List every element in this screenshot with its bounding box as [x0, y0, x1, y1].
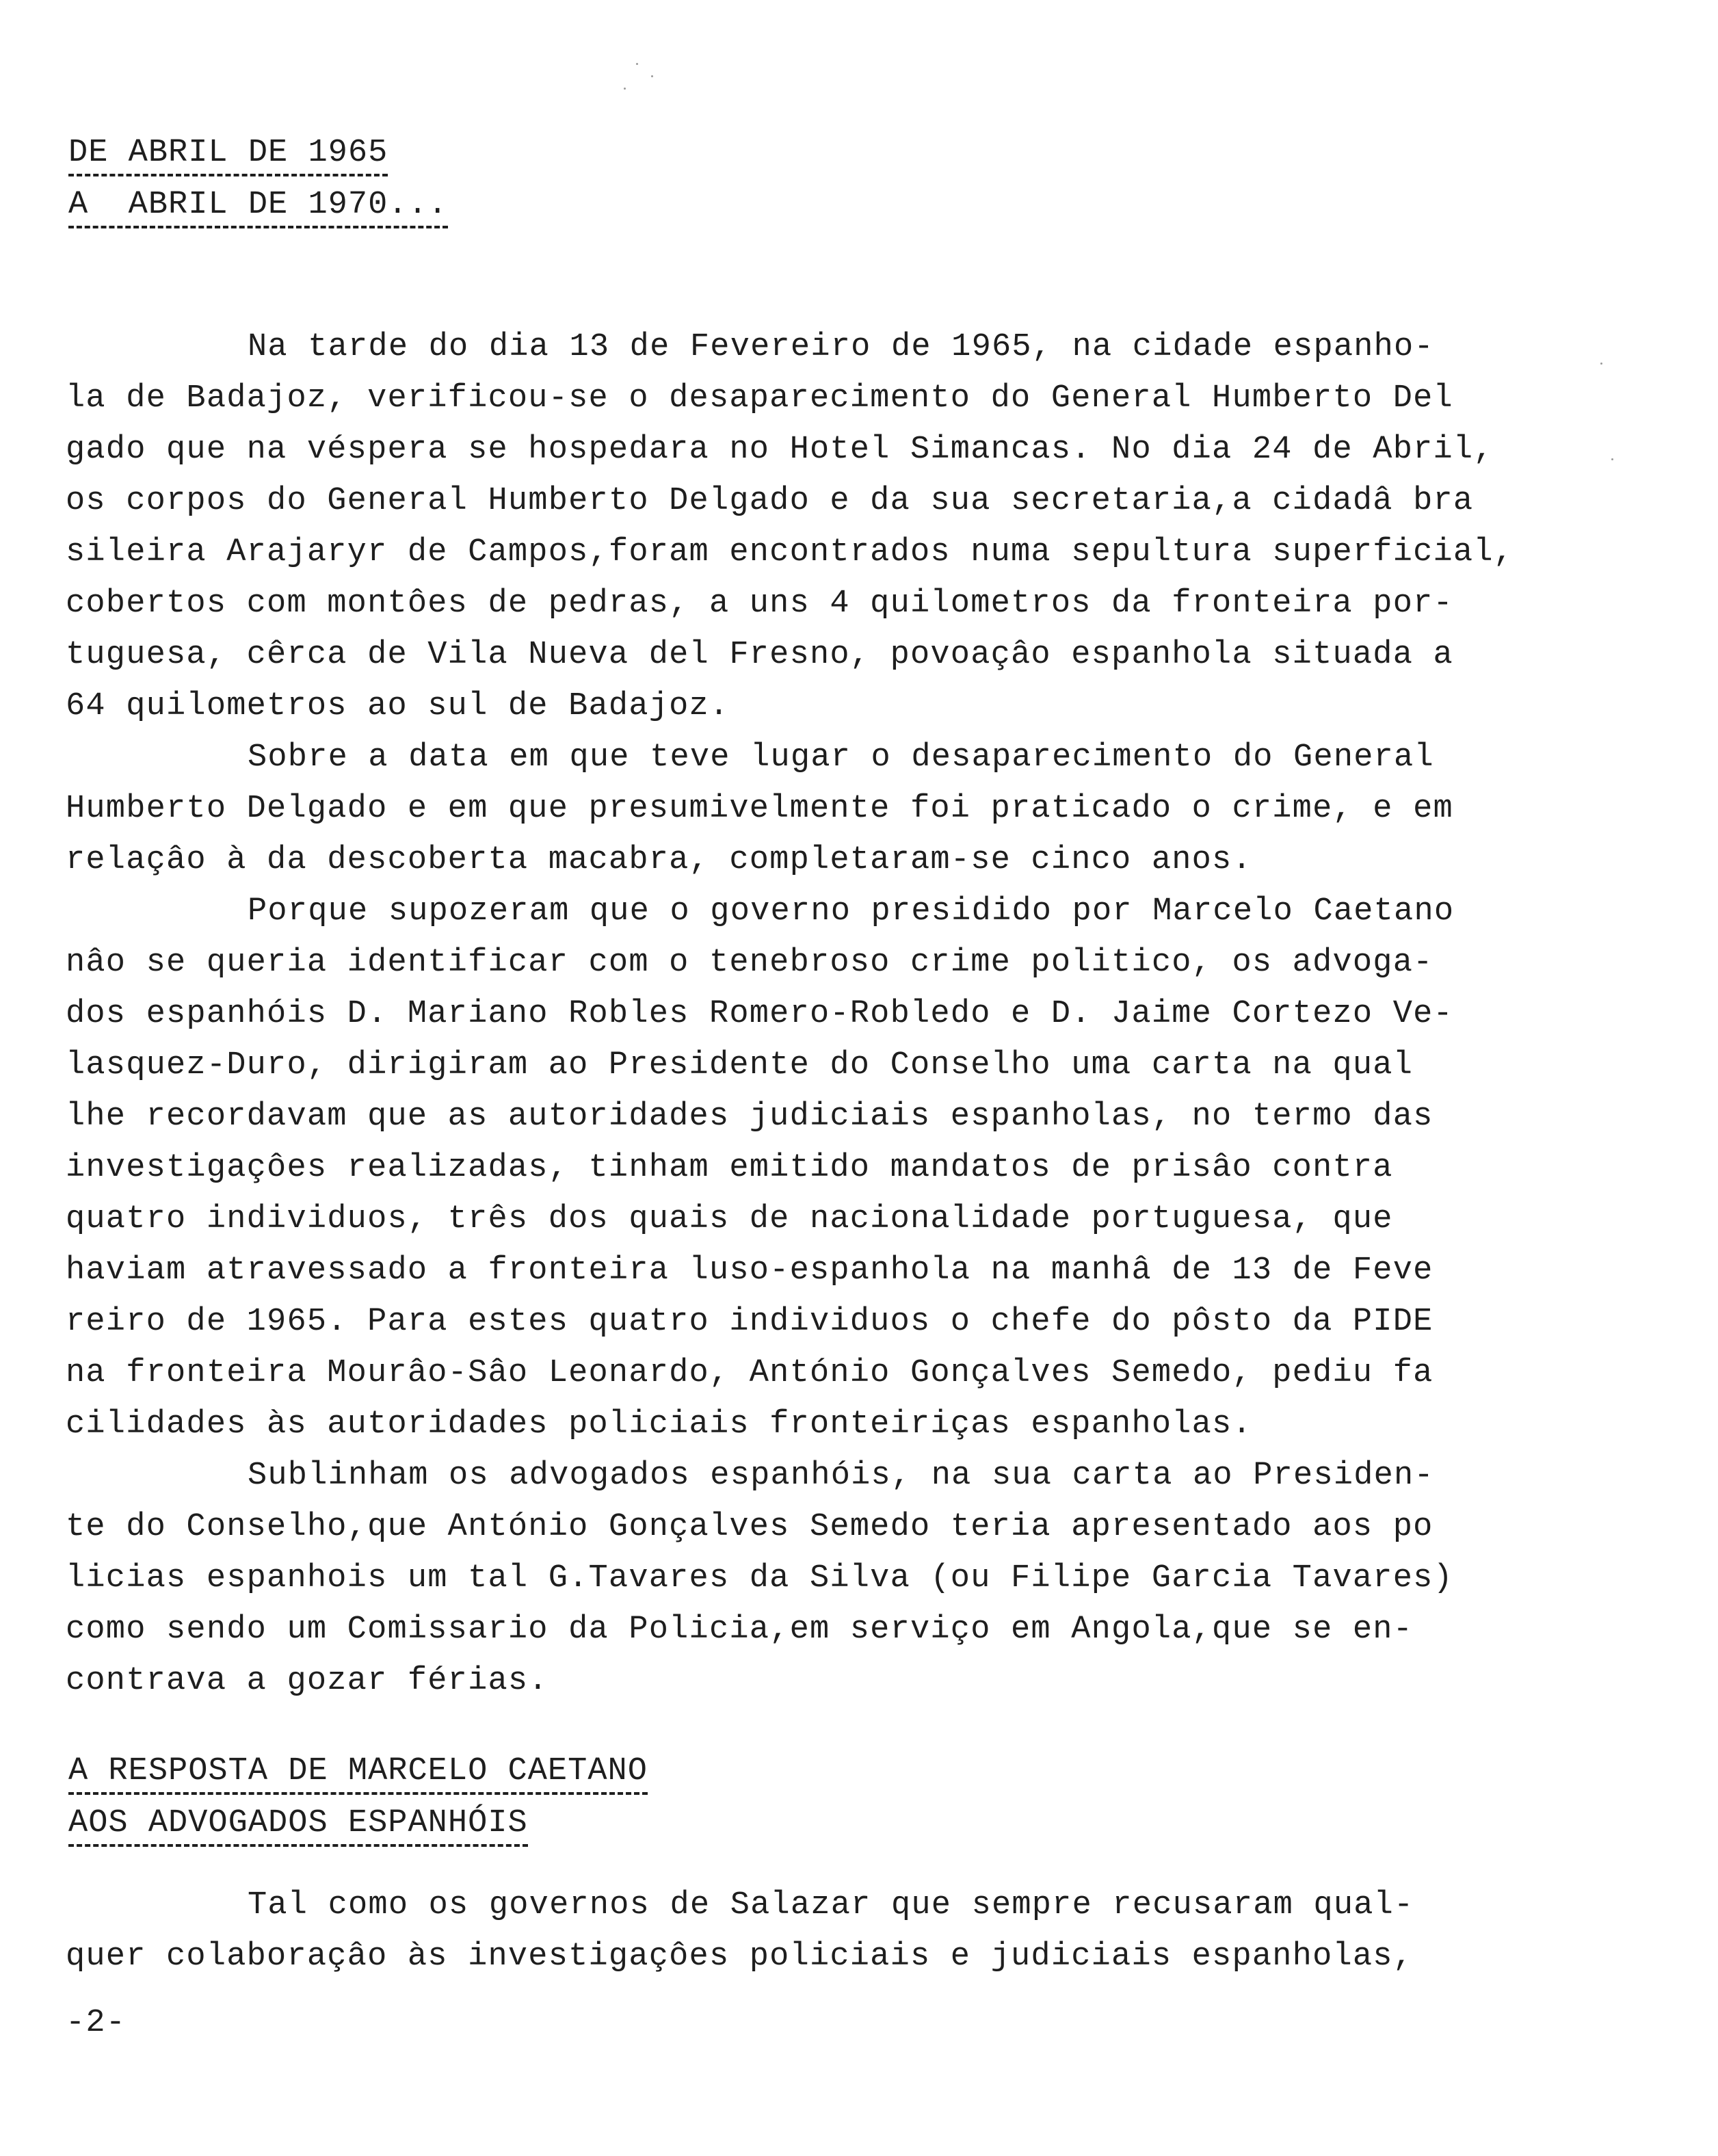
text-line: investigaçôes realizadas, tinham emitido mandatos de prisâo contra	[66, 1150, 1393, 1186]
section-heading-line: A ABRIL DE 1970...	[68, 186, 448, 228]
section-heading-line: A RESPOSTA DE MARCELO CAETANO	[68, 1752, 648, 1795]
section-heading-line: AOS ADVOGADOS ESPANHÓIS	[68, 1804, 528, 1847]
text-line: tuguesa, cêrca de Vila Nueva del Fresno, povoaçâo espanhola situada a	[66, 637, 1453, 673]
scan-speck	[1611, 458, 1613, 460]
text-line: contrava a gozar férias.	[66, 1663, 549, 1699]
text-line: la de Badajoz, verificou-se o desaparecimento do General Humberto Del	[66, 380, 1453, 417]
scan-speck	[651, 75, 653, 77]
text-line: te do Conselho,que António Gonçalves Semedo teria apresentado aos po	[66, 1509, 1433, 1545]
text-line: quatro individuos, três dos quais de nacionalidade portuguesa, que	[66, 1201, 1393, 1237]
scan-speck	[636, 63, 638, 65]
text-line: licias espanhois um tal G.Tavares da Silva (ou Filipe Garcia Tavares)	[66, 1560, 1453, 1596]
text-line: reiro de 1965. Para estes quatro individuos o chefe do pôsto da PIDE	[66, 1304, 1433, 1340]
text-line: os corpos do General Humberto Delgado e da sua secretaria,a cidadâ bra	[66, 483, 1474, 519]
text-line: como sendo um Comissario da Policia,em serviço em Angola,que se en-	[66, 1612, 1414, 1648]
text-line: 64 quilometros ao sul de Badajoz.	[66, 688, 730, 724]
scan-speck	[1600, 363, 1602, 365]
text-line: quer colaboraçâo às investigaçôes policiais e judiciais espanholas,	[66, 1938, 1414, 1975]
text-line: haviam atravessado a fronteira luso-espanhola na manhâ de 13 de Feve	[66, 1252, 1433, 1289]
text-line: cobertos com montôes de pedras, a uns 4 quilometros da fronteira por-	[66, 586, 1453, 622]
text-line: nâo se queria identificar com o tenebroso crime politico, os advoga-	[66, 945, 1433, 981]
section-heading-line: DE ABRIL DE 1965	[68, 134, 388, 176]
text-line: cilidades às autoridades policiais fronteiriças espanholas.	[66, 1406, 1252, 1443]
text-line: relaçâo à da descoberta macabra, completaram-se cinco anos.	[66, 842, 1252, 878]
text-line: lasquez-Duro, dirigiram ao Presidente do Conselho uma carta na qual	[66, 1047, 1414, 1083]
text-line: dos espanhóis D. Mariano Robles Romero-Robledo e D. Jaime Cortezo Ve-	[66, 996, 1453, 1032]
text-line: Sobre a data em que teve lugar o desaparecimento do General	[248, 739, 1434, 776]
text-line: gado que na véspera se hospedara no Hotel Simancas. No dia 24 de Abril,	[66, 432, 1494, 468]
text-line: na fronteira Mourâo-Sâo Leonardo, António Gonçalves Semedo, pediu fa	[66, 1355, 1433, 1391]
page-number: -2-	[66, 2005, 127, 2041]
text-line: Humberto Delgado e em que presumivelmente foi praticado o crime, e em	[66, 791, 1453, 827]
text-line: Tal como os governos de Salazar que sempre recusaram qual-	[248, 1887, 1414, 1923]
text-line: lhe recordavam que as autoridades judiciais espanholas, no termo das	[66, 1099, 1433, 1135]
text-line: sileira Arajaryr de Campos,foram encontrados numa sepultura superficial,	[66, 534, 1514, 570]
scan-speck	[624, 88, 626, 90]
text-line: Sublinham os advogados espanhóis, na sua carta ao Presiden-	[248, 1458, 1434, 1494]
text-line: Porque supozeram que o governo presidido por Marcelo Caetano	[248, 893, 1455, 930]
text-line: Na tarde do dia 13 de Fevereiro de 1965, na cidade espanho-	[248, 329, 1434, 365]
